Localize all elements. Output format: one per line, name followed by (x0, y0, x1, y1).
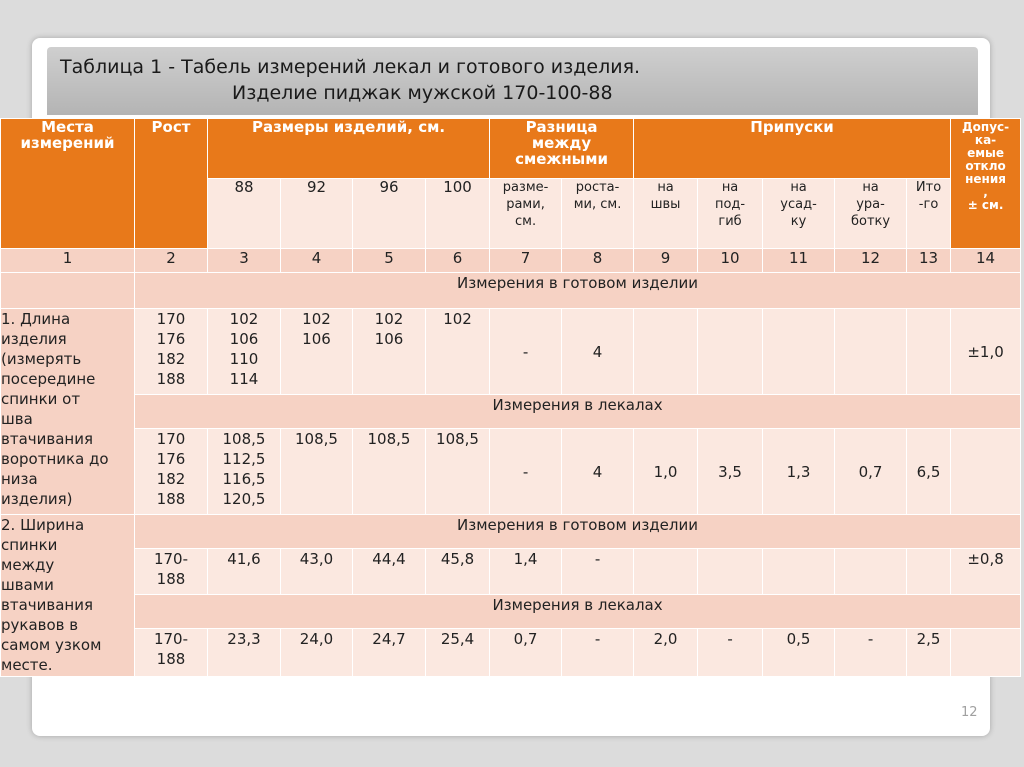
row2-ready-c13 (907, 549, 951, 595)
row1-ready-c14: ±1,0 (951, 309, 1021, 395)
col-number: 5 (353, 249, 426, 273)
row2-pattern-c14 (951, 629, 1021, 677)
size-100: 100 (426, 179, 490, 249)
row2-pattern-c13: 2,5 (907, 629, 951, 677)
row1-pattern-c12: 0,7 (835, 429, 907, 515)
column-numbers-row (1, 249, 1021, 273)
diff-sizes: разме- рами, см. (490, 179, 562, 249)
row2-ready-c3: 41,6 (208, 549, 281, 595)
header-sizes: Размеры изделий, см. (208, 119, 490, 179)
row2-pattern-c4: 24,0 (281, 629, 353, 677)
row1-pattern-c13: 6,5 (907, 429, 951, 515)
row2-pattern-c11: 0,5 (763, 629, 835, 677)
row1-pattern-c14 (951, 429, 1021, 515)
header-allowances: Припуски (634, 119, 951, 179)
row2-ready-c9 (634, 549, 698, 595)
row1-pattern-c3: 108,5 112,5 116,5 120,5 (208, 429, 281, 515)
row1-ready-c7: - (490, 309, 562, 395)
col-number: 3 (208, 249, 281, 273)
size-88: 88 (208, 179, 281, 249)
row1-pattern-c4: 108,5 (281, 429, 353, 515)
row1-pattern-c5: 108,5 (353, 429, 426, 515)
row1-ready-c6: 102 (426, 309, 490, 395)
row2-ready-height: 170- 188 (135, 549, 208, 595)
row2-pattern-height: 170- 188 (135, 629, 208, 677)
band-patterns-2: Измерения в лекалах (135, 595, 1021, 629)
allow-processing: на ура- ботку (835, 179, 907, 249)
band-spacer (1, 273, 135, 309)
col-number: 4 (281, 249, 353, 273)
diff-heights: роста- ми, см. (562, 179, 634, 249)
measurements-table (0, 118, 1021, 677)
row2-ready-c10 (698, 549, 763, 595)
row2-pattern-c7: 0,7 (490, 629, 562, 677)
row2-ready-c4: 43,0 (281, 549, 353, 595)
row1-ready-c13 (907, 309, 951, 395)
row1-ready-height: 170 176 182 188 (135, 309, 208, 395)
band-ready-1: Измерения в готовом изделии (135, 273, 1021, 309)
row2-ready-c8: - (562, 549, 634, 595)
col-number: 14 (951, 249, 1021, 273)
row1-pattern-c6: 108,5 (426, 429, 490, 515)
allow-seams: на швы (634, 179, 698, 249)
row1-ready-c12 (835, 309, 907, 395)
allow-total: Ито -го (907, 179, 951, 249)
row1-label: 1. Длина изделия (измерять посередине спинки от шва втачивания воротника до низа изделия) (1, 309, 135, 515)
row2-ready-c5: 44,4 (353, 549, 426, 595)
row1-pattern-c9: 1,0 (634, 429, 698, 515)
table-subtitle: Изделие пиджак мужской 170-100-88 (232, 82, 613, 104)
header-places: Места измерений (1, 119, 135, 249)
col-number: 7 (490, 249, 562, 273)
col-number: 8 (562, 249, 634, 273)
row2-ready-c12 (835, 549, 907, 595)
row1-pattern-c11: 1,3 (763, 429, 835, 515)
col-number: 1 (1, 249, 135, 273)
band-ready-2: Измерения в готовом изделии (135, 515, 1021, 549)
col-number: 2 (135, 249, 208, 273)
row1-ready-c8: 4 (562, 309, 634, 395)
row1-ready-c5: 102 106 (353, 309, 426, 395)
row1-ready-c9 (634, 309, 698, 395)
row2-pattern-c10: - (698, 629, 763, 677)
row1-ready-c10 (698, 309, 763, 395)
row1-pattern-c7: - (490, 429, 562, 515)
row2-pattern-c9: 2,0 (634, 629, 698, 677)
allow-shrink: на усад- ку (763, 179, 835, 249)
row2-ready-c11 (763, 549, 835, 595)
col-number: 9 (634, 249, 698, 273)
row2-label: 2. Ширина спинки между швами втачивания рукавов в самом узком месте. (1, 515, 135, 677)
col-number: 10 (698, 249, 763, 273)
row1-pattern-c10: 3,5 (698, 429, 763, 515)
col-number: 11 (763, 249, 835, 273)
band-patterns-1: Измерения в лекалах (135, 395, 1021, 429)
col-number: 12 (835, 249, 907, 273)
row2-pattern-c6: 25,4 (426, 629, 490, 677)
row2-ready-c14: ±0,8 (951, 549, 1021, 595)
page-number: 12 (961, 705, 978, 720)
col-number: 6 (426, 249, 490, 273)
size-96: 96 (353, 179, 426, 249)
row2-ready-c7: 1,4 (490, 549, 562, 595)
row2-pattern-c5: 24,7 (353, 629, 426, 677)
table-title: Таблица 1 - Табель измерений лекал и готового изделия. (60, 56, 641, 78)
row2-pattern-c8: - (562, 629, 634, 677)
row1-ready-c3: 102 106 110 114 (208, 309, 281, 395)
row2-ready-c6: 45,8 (426, 549, 490, 595)
row1-pattern-height: 170 176 182 188 (135, 429, 208, 515)
row1-ready-c11 (763, 309, 835, 395)
row1-pattern-c8: 4 (562, 429, 634, 515)
allow-hem: на под- гиб (698, 179, 763, 249)
row2-pattern-c12: - (835, 629, 907, 677)
header-height: Рост (135, 119, 208, 249)
size-92: 92 (281, 179, 353, 249)
col-number: 13 (907, 249, 951, 273)
row2-pattern-c3: 23,3 (208, 629, 281, 677)
header-tolerance: Допус- ка- емые откло нения , ± см. (951, 119, 1021, 249)
header-diff: Разница между смежными (490, 119, 634, 179)
row1-ready-c4: 102 106 (281, 309, 353, 395)
